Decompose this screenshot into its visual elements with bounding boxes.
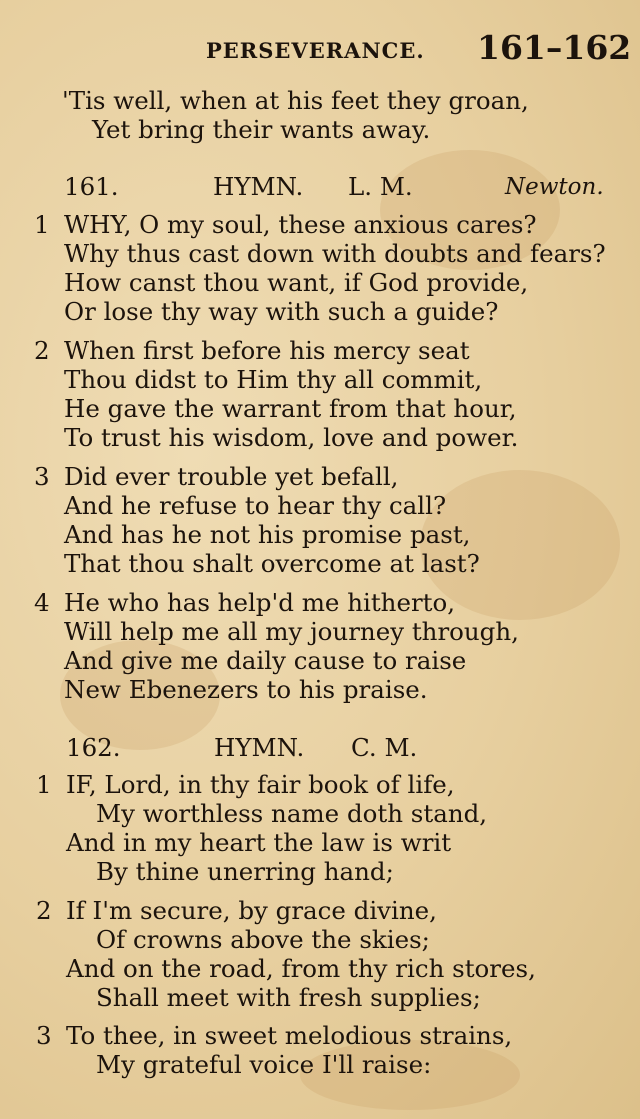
verse-line: He who has help'd me hitherto,: [64, 588, 456, 617]
verse-number: 2: [34, 336, 50, 365]
verse-number: 1: [36, 770, 52, 799]
carryover-line: Yet bring their wants away.: [92, 115, 431, 144]
hymn-meter: L. M.: [348, 172, 413, 201]
verse-line: IF, Lord, in thy fair book of life,: [66, 770, 455, 799]
verse-line: That thou shalt overcome at last?: [64, 549, 480, 578]
verse-line: Did ever trouble yet befall,: [64, 462, 399, 491]
verse-line: By thine unerring hand;: [96, 857, 394, 886]
verse-line: He gave the warrant from that hour,: [64, 394, 517, 423]
verse-line: How canst thou want, if God provide,: [64, 268, 529, 297]
verse-line: Why thus cast down with doubts and fears?: [64, 239, 606, 268]
verse-number: 4: [34, 588, 50, 617]
verse-line: And give me daily cause to raise: [64, 646, 467, 675]
verse-line: And in my heart the law is writ: [66, 828, 452, 857]
verse-line: WHY, O my soul, these anxious cares?: [64, 210, 537, 239]
verse-line: When first before his mercy seat: [64, 336, 470, 365]
verse-number: 2: [36, 896, 52, 925]
verse-line: And has he not his promise past,: [64, 520, 471, 549]
verse-number: 3: [36, 1021, 52, 1050]
verse-line: My grateful voice I'll raise:: [96, 1050, 432, 1079]
verse-line: My worthless name doth stand,: [96, 799, 488, 828]
verse-line: Will help me all my journey through,: [64, 617, 519, 646]
hymn-heading: HYMN.: [213, 172, 304, 201]
verse-line: And on the road, from thy rich stores,: [66, 954, 536, 983]
hymn-number: 161.: [64, 172, 119, 201]
hymn-heading: HYMN.: [214, 733, 305, 762]
verse-line: To trust his wisdom, love and power.: [64, 423, 519, 452]
verse-number: 3: [34, 462, 50, 491]
verse-line: And he refuse to hear thy call?: [64, 491, 447, 520]
hymn-author: Newton.: [505, 174, 604, 200]
running-head-title: PERSEVERANCE.: [206, 38, 425, 63]
verse-line: To thee, in sweet melodious strains,: [66, 1021, 513, 1050]
hymn-number: 162.: [66, 733, 121, 762]
verse-number: 1: [34, 210, 50, 239]
hymn-meter: C. M.: [351, 733, 418, 762]
verse-line: Thou didst to Him thy all commit,: [64, 365, 483, 394]
page-numbers: 161–162: [477, 28, 632, 67]
verse-line: Or lose thy way with such a guide?: [64, 297, 499, 326]
verse-line: Of crowns above the skies;: [96, 925, 430, 954]
carryover-line: 'Tis well, when at his feet they groan,: [62, 86, 529, 115]
verse-line: Shall meet with fresh supplies;: [96, 983, 481, 1012]
verse-line: New Ebenezers to his praise.: [64, 675, 428, 704]
verse-line: If I'm secure, by grace divine,: [66, 896, 437, 925]
